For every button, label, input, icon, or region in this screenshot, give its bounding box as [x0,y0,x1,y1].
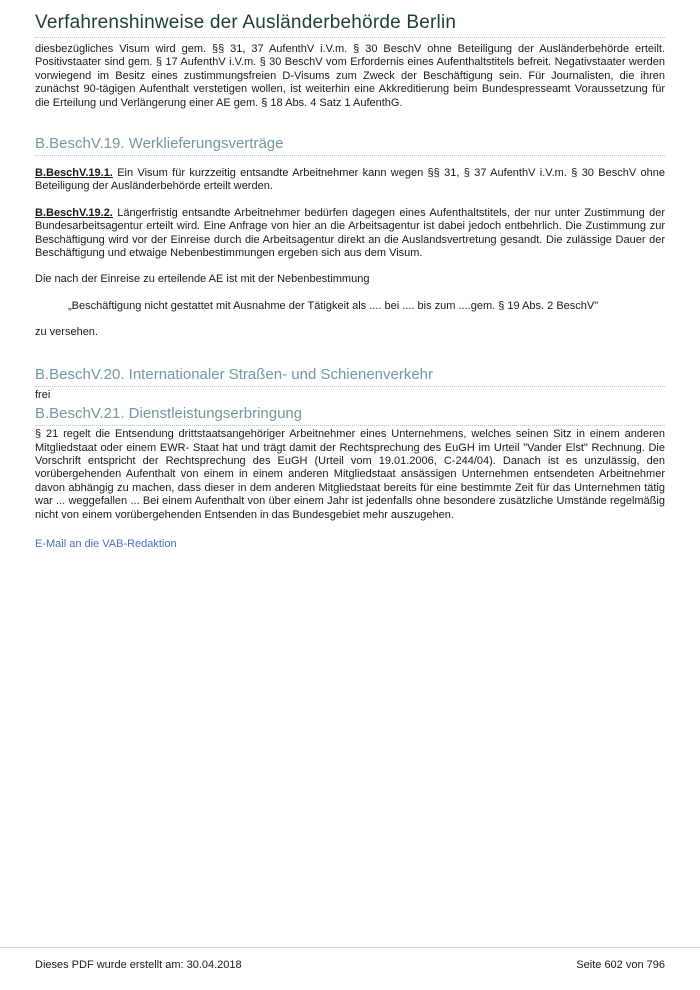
paragraph-19-2-text: Längerfristig entsandte Arbeitnehmer bedürfen dagegen eines Aufenthaltstitels, der nur unter Zustimmung der Bundesarbeitsagentur erteilt wird. Eine Anfrage von hier an die Arbeitsagentur ist dabei jedoch entbehrlich. Die Zustimmung zur Beschäftigung wird vor der Einreise durch die Arbeitsagentur direkt an die Auslandsvertretung gesandt. Die zulässige Dauer der Beschäftigung und etwaige Nebenbestimmungen ergeben sich aus dem Visum. [35,206,665,260]
intro-paragraph: diesbezügliches Visum wird gem. §§ 31, 37 AufenthV i.V.m. § 30 BeschV ohne Beteiligung der Ausländerbehörde erteilt. Positivstaater sind gem. § 17 AufenthV i.V.m. § 30 BeschV vom Erfordernis eines Aufenthaltstitels befreit. Negativstaater werden vorwiegend im Besitz eines zustimmungsfreien D-Visums zum Zweck der Beschäftigung sein. Für Journalisten, die ihren zunächst 90-tägigen Aufenthalt verstetigen wollen, ist weiterhin eine Akkreditierung beim Bundespresseamt Voraussetzung für die Erteilung und Verlängerung einer AE gem. § 18 Abs. 4 Satz 1 AufenthG. [35,43,665,109]
section-21-body: § 21 regelt die Entsendung drittstaatsangehöriger Arbeitnehmer eines Unternehmens, welches seinen Sitz in einem anderen Mitgliedstaat oder einem EWR- Staat hat und trägt damit der Rechtsprechung des EuGH im Urteil "Vander Elst" Rechnung. Die Vorschrift entspricht der Rechtsprechung des EuGH (Urteil vom 19.01.2006, C-244/04). Danach ist es unzulässig, den vorübergehenden Aufenthalt von einem in einem anderen Mitgliedstaat ansässigen Unternehmen entsendeten Arbeitnehmer davon abhängig zu machen, dass dieser in dem anderen Mitgliedstaat bereits für eine bestimmte Zeit für das Unternehmen tätig war ... weggefallen ... Bei einem Aufenthalt von über einem Jahr ist jedenfalls ohne besondere zusätzliche Umstände regelmäßig nicht von einem vorübergehenden Entsenden in das Bundesgebiet mehr auszugehen. [35,428,665,521]
paragraph-19-1 [35,167,665,194]
footer-page-number: Seite 602 von 796 [576,959,665,971]
section-20-body: frei [35,388,51,401]
footer-created-text: Dieses PDF wurde erstellt am: 30.04.2018 [35,959,242,971]
footer [0,947,700,971]
paragraph-19-2-label: B.BeschV.19.2. [35,206,113,219]
section-21-divider [35,425,665,426]
page-title: Verfahrenshinweise der Ausländerbehörde Berlin [35,12,457,33]
paragraph-19-1-text: Ein Visum für kurzzeitig entsandte Arbeitnehmer kann wegen §§ 31, § 37 AufenthV i.V.m. § 30 BeschV ohne Beteiligung der Ausländerbehörde erteilt werden. [35,167,665,193]
paragraph-19-2 [35,207,665,261]
paragraph-19-1-label: B.BeschV.19.1. [35,167,113,180]
nebenbestimmung-intro: Die nach der Einreise zu erteilende AE ist mit der Nebenbestimmung [35,273,370,286]
nebenbestimmung-outro: zu versehen. [35,326,98,339]
section-20-heading: B.BeschV.20. Internationaler Straßen- und Schienenverkehr [35,365,434,383]
section-19-heading: B.BeschV.19. Werklieferungsverträge [35,135,284,153]
nebenbestimmung-quote: „Beschäftigung nicht gestattet mit Ausnahme der Tätigkeit als .... bei .... bis zum ....gem. § 19 Abs. 2 BeschV" [68,299,599,312]
section-21-heading: B.BeschV.21. Dienstleistungserbringung [35,405,303,423]
section-19-divider [35,155,665,156]
title-divider [35,37,665,38]
email-link[interactable]: E-Mail an die VAB-Redaktion [35,537,177,550]
section-20-divider [35,386,665,387]
